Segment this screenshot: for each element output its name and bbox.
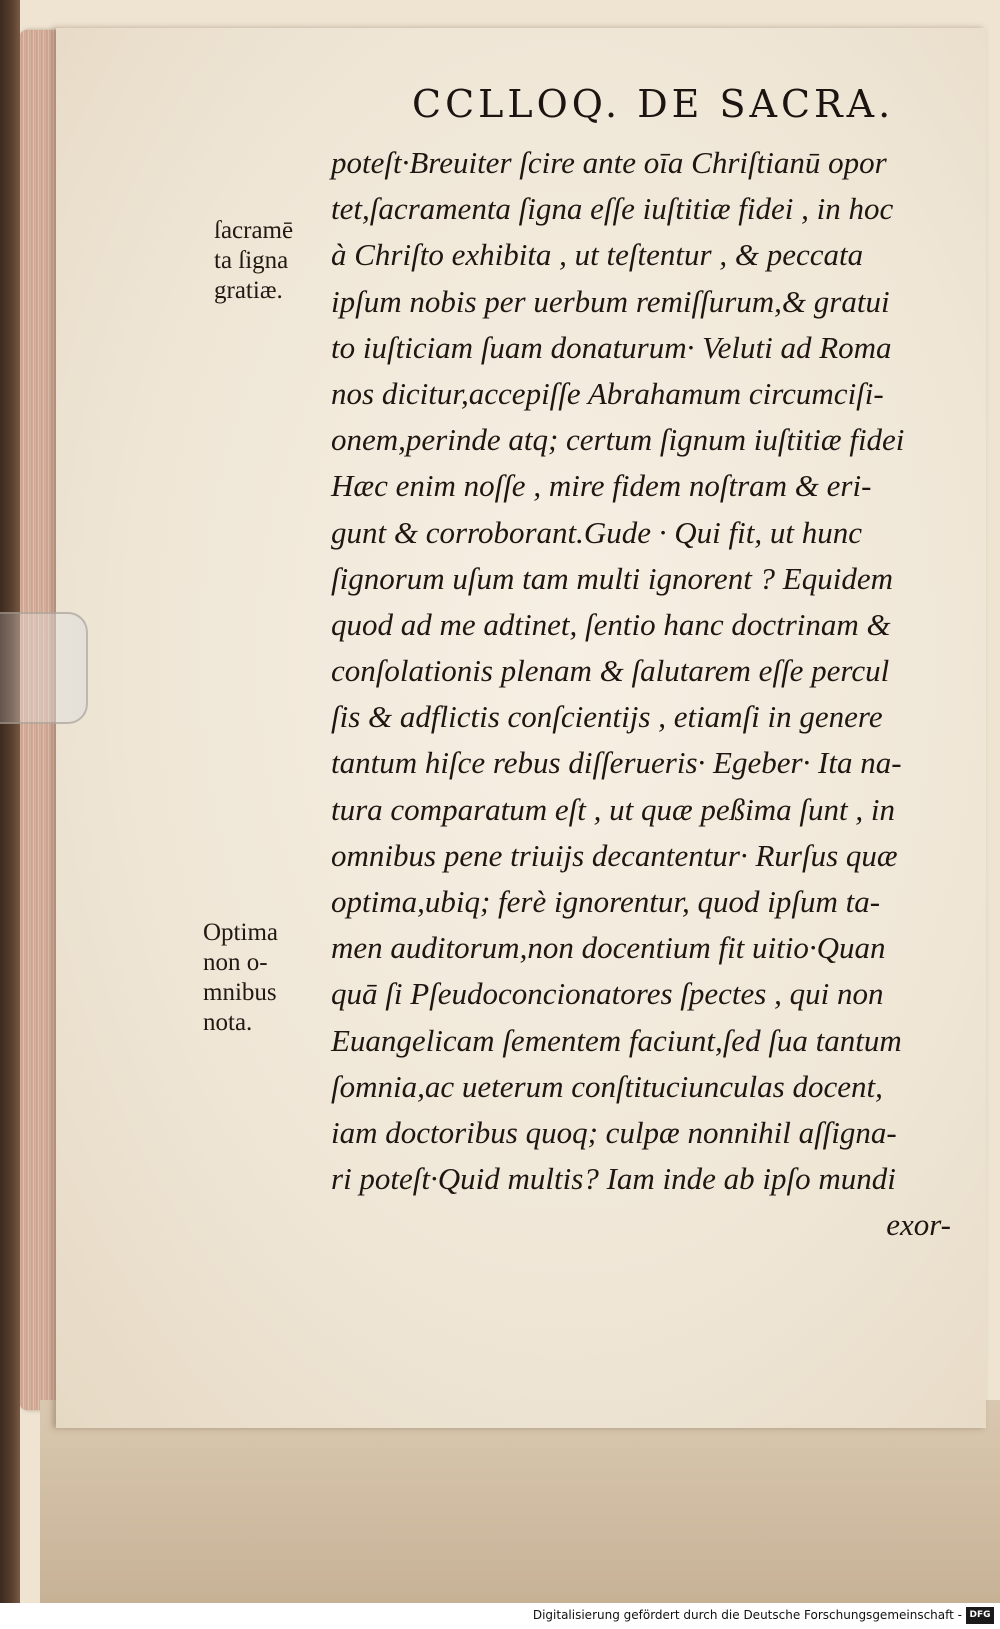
page-clip bbox=[0, 612, 88, 724]
underlying-page bbox=[40, 1400, 1000, 1603]
text-line: men auditorum,non docentium fit uitio·Quan bbox=[331, 930, 886, 966]
digitization-footer bbox=[0, 1603, 1000, 1629]
text-line: ſis & adflictis conſcientijs , etiamſi in genere bbox=[331, 699, 883, 735]
text-line: iam doctoribus quoq; culpæ nonnihil aſſigna- bbox=[331, 1114, 897, 1150]
text-line: Hæc enim noſſe , mire fidem noſtram & eri- bbox=[331, 468, 872, 504]
text-line: ſomnia,ac ueterum conſtituciunculas docent, bbox=[331, 1068, 883, 1104]
text-line: optima,ubiq; ferè ignorentur, quod ipſum ta- bbox=[331, 884, 881, 919]
book-spine bbox=[0, 0, 20, 1603]
text-line: poteſt·Breuiter ſcire ante oīa Chriſtianū opor bbox=[331, 145, 887, 180]
text-line: ſignorum uſum tam multi ignorent ? Equidem bbox=[331, 560, 893, 596]
text-line: quod ad me adtinet, ſentio hanc doctrinam & bbox=[331, 606, 891, 642]
text-line: nos dicitur,accepiſſe Abrahamum circumciſi- bbox=[331, 375, 884, 411]
marginal-line: non o- bbox=[203, 949, 268, 976]
catchword: exor- bbox=[886, 1207, 951, 1243]
text-line: conſolationis plenam & ſalutarem eſſe percul bbox=[331, 653, 890, 689]
text-line: tantum hiſce rebus diſſerueris· Egeber· Ita na- bbox=[331, 745, 902, 781]
marginal-line: mnibus bbox=[203, 979, 277, 1006]
text-line: ri poteſt·Quid multis? Iam inde ab ipſo mundi bbox=[331, 1161, 896, 1197]
text-line: à Chriſto exhibita , ut teſtentur , & peccata bbox=[331, 237, 864, 273]
text-line: quā ſi Pſeudoconcionatores ſpectes , qui non bbox=[331, 976, 884, 1012]
text-line: Euangelicam ſementem faciunt,ſed ſua tantum bbox=[331, 1022, 902, 1058]
running-head: CCLLOQ. DE SACRA. bbox=[412, 82, 895, 126]
text-line: to iuſticiam ſuam donaturum· Veluti ad Roma bbox=[331, 329, 892, 365]
text-line: ipſum nobis per uerbum remiſſurum,& gratui bbox=[331, 283, 890, 319]
marginal-note-sacramenta bbox=[214, 216, 293, 306]
marginal-note-optima bbox=[203, 918, 278, 1038]
marginal-line: ſacramē bbox=[214, 217, 294, 244]
marginal-line: gratiæ. bbox=[214, 277, 283, 304]
footer-credit: Digitalisierung gefördert durch die Deutsche Forschungsgemeinschaft - bbox=[532, 1608, 962, 1622]
text-line: onem,perinde atq; certum ſignum iuſtitiæ fidei bbox=[331, 422, 905, 458]
body-text bbox=[331, 140, 961, 1249]
dfg-logo: DFG bbox=[966, 1607, 994, 1624]
text-line: tet,ſacramenta ſigna eſſe iuſtitiæ fidei , in hoc bbox=[331, 191, 894, 227]
text-line: gunt & corroborant.Gude · Qui fit, ut hunc bbox=[331, 514, 862, 550]
text-line: tura comparatum eſt , ut quæ peßima ſunt , in bbox=[331, 791, 896, 827]
marginal-line: Optima bbox=[203, 919, 278, 946]
marginal-line: nota. bbox=[203, 1009, 253, 1036]
text-line: omnibus pene triuijs decantentur· Rurſus quæ bbox=[331, 837, 898, 873]
marginal-line: ta ſigna bbox=[214, 247, 289, 274]
